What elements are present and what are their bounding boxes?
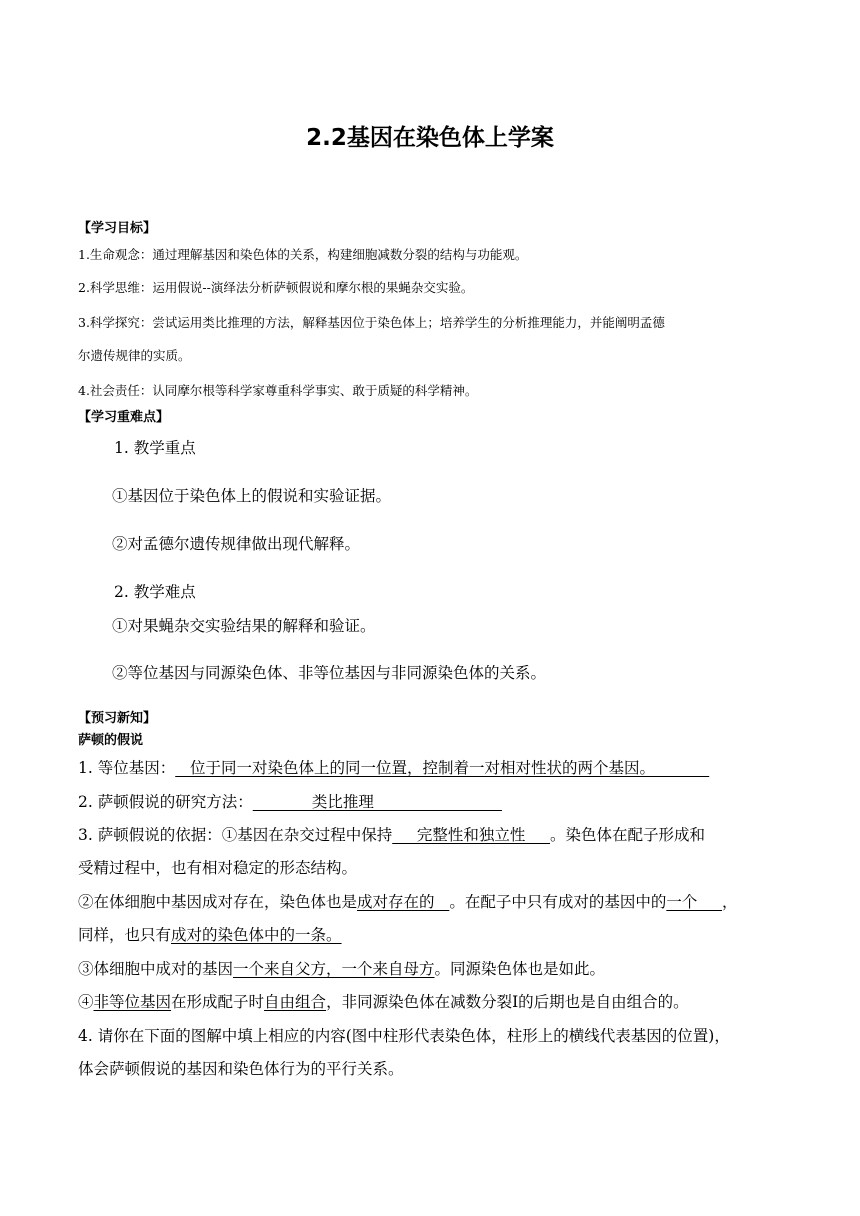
question-3-text-b: 。染色体在配子形成和 [550, 826, 706, 844]
point-4-text-c: ，非同源染色体在减数分裂Ⅰ的后期也是自由组合的。 [326, 993, 689, 1011]
teaching-focus-title: 1. 教学重点 [114, 439, 196, 457]
point-3-text-a: ③体细胞中成对的基因 [78, 960, 234, 978]
point-4-text-b: 在形成配子时 [171, 993, 265, 1011]
objective-3: 3.科学探究：尝试运用类比推理的方法，解释基因位于染色体上；培养学生的分析推理能力，并能阐明孟德 [78, 315, 665, 330]
objective-2: 2.科学思维：运用假说--演绎法分析萨顿假说和摩尔根的果蝇杂交实验。 [78, 280, 474, 295]
question-1-prefix: 1. 等位基因： [78, 759, 176, 777]
question-3-answer: 完整性和独立性 [392, 826, 550, 844]
question-3-line-2: 受精过程中，也有相对稳定的形态结构。 [78, 859, 358, 877]
question-2-prefix: 2. 萨顿假说的研究方法： [78, 793, 253, 811]
question-1-answer: 位于同一对染色体上的同一位置，控制着一对相对性状的两个基因。 [175, 759, 710, 777]
point-2-answer-3: 成对的染色体中的一条。 [171, 926, 342, 944]
point-2-answer-1: 成对存在的 [357, 893, 450, 911]
teaching-difficulty-title: 2. 教学难点 [114, 583, 196, 601]
point-3-text-b: 。同源染色体也是如此。 [434, 960, 606, 978]
sutton-hypothesis-subheading: 萨顿的假说 [78, 733, 144, 748]
question-1 [78, 756, 709, 778]
point-2-text-a: ②在体细胞中基因成对存在，染色体也是 [78, 893, 358, 911]
learning-objectives-heading: 【学习目标】 [78, 221, 157, 236]
objective-3-continued: 尔遗传规律的实质。 [78, 348, 191, 363]
teaching-focus-item-1: ①基因位于染色体上的假说和实验证据。 [112, 487, 392, 505]
point-3-answer: 一个来自父方，一个来自母方 [233, 960, 435, 978]
objective-4: 4.社会责任：认同摩尔根等科学家尊重科学事实、敢于质疑的科学精神。 [78, 383, 478, 398]
point-4-answer-1: 非等位基因 [93, 993, 172, 1011]
point-2-line-2-text: 同样，也只有 [78, 926, 172, 944]
point-4 [78, 990, 689, 1012]
point-2-text-c: ， [721, 893, 738, 911]
teaching-difficulty-item-1: ①对果蝇杂交实验结果的解释和验证。 [112, 617, 376, 635]
point-4-text-a: ④ [78, 993, 94, 1011]
point-4-answer-2: 自由组合 [264, 993, 327, 1011]
teaching-difficulty-item-2: ②等位基因与同源染色体、非等位基因与非同源染色体的关系。 [112, 664, 547, 682]
question-4-line-1: 4. 请你在下面的图解中填上相应的内容(图中柱形代表染色体，柱形上的横线代表基因的位置)， [78, 1027, 730, 1045]
question-3-line-1 [78, 823, 705, 845]
question-2-answer: 类比推理 [252, 793, 502, 811]
question-2 [78, 790, 502, 812]
point-3 [78, 957, 605, 979]
objective-1: 1.生命观念：通过理解基因和染色体的关系，构建细胞减数分裂的结构与功能观。 [78, 247, 528, 262]
question-4-line-2: 体会萨顿假说的基因和染色体行为的平行关系。 [78, 1060, 404, 1078]
teaching-focus-item-2: ②对孟德尔遗传规律做出现代解释。 [112, 535, 361, 553]
point-2-line-2 [78, 923, 342, 945]
key-points-heading: 【学习重难点】 [78, 410, 170, 425]
point-2-line-1 [78, 890, 737, 912]
question-3-text-a: 3. 萨顿假说的依据：①基因在杂交过程中保持 [78, 826, 393, 844]
document-title: 2.2基因在染色体上学案 [306, 125, 554, 151]
preview-heading: 【预习新知】 [78, 711, 157, 726]
point-2-answer-2: 一个 [666, 893, 722, 911]
point-2-text-b: 。在配子中只有成对的基因中的 [449, 893, 667, 911]
